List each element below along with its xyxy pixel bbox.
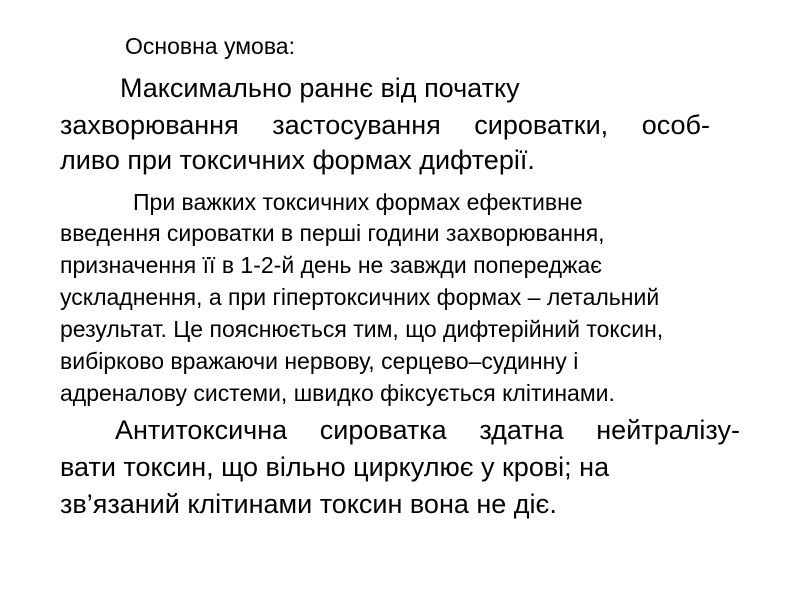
paragraph2-line-5: результат. Це пояснюється тим, що дифтерійний токсин, bbox=[60, 316, 664, 342]
paragraph1-line-1: Максимально раннє від початку bbox=[120, 73, 520, 103]
paragraph2-line-3: призначення її в 1-2-й день не завжди попереджає bbox=[60, 252, 602, 278]
paragraph2-line-2: введення сироватки в перші години захворювання, bbox=[60, 220, 605, 246]
slide-heading: Основна умова: bbox=[125, 33, 295, 59]
paragraph2-line-4: ускладнення, а при гіпертоксичних формах – летальний bbox=[60, 284, 660, 310]
paragraph2-line-1: При важких токсичних формах ефективне bbox=[133, 189, 583, 215]
paragraph3-line-3: зв’язаний клітинами токсин вона не діє. bbox=[60, 489, 557, 519]
paragraph1-line-2: захворювання застосування сироватки, особ- bbox=[60, 110, 710, 140]
paragraph2-line-6: вибірково вражаючи нервову, серцево–судинну і bbox=[60, 348, 579, 374]
paragraph3-line-2: вати токсин, що вільно циркулює у крові; на bbox=[60, 452, 610, 482]
paragraph1-line-3: ливо при токсичних формах дифтерії. bbox=[60, 145, 535, 175]
paragraph3-line-1: Антитоксична сироватка здатна нейтралізу- bbox=[115, 415, 740, 445]
paragraph2-line-7: адреналову системи, швидко фіксується клітинами. bbox=[60, 380, 615, 406]
